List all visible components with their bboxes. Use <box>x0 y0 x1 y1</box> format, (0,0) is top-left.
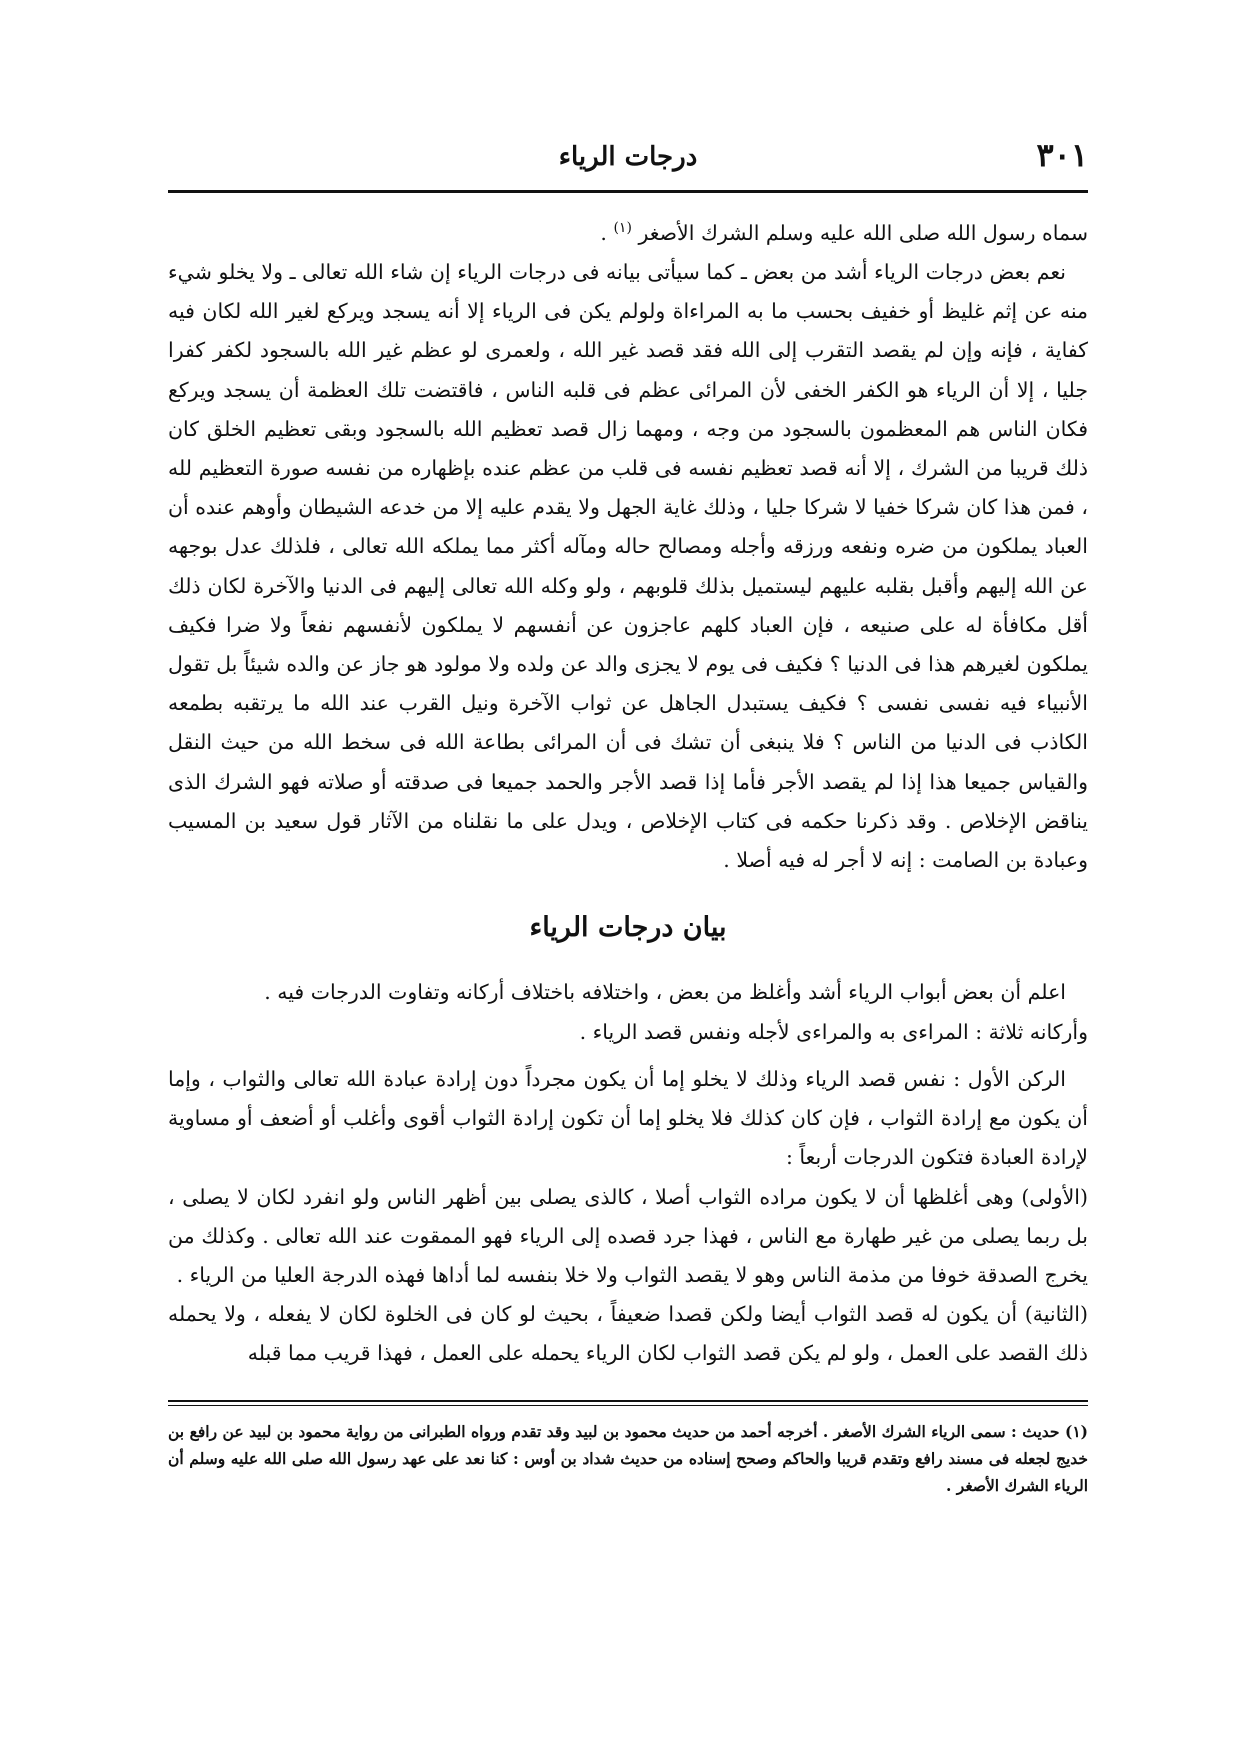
paragraph-3: اعلم أن بعض أبواب الرياء أشد وأغلظ من بعض ، واختلافه باختلاف أركانه وتفاوت الدرجات فيه . <box>264 980 1066 1005</box>
book-page <box>168 134 1088 1499</box>
paragraph-1 <box>168 209 1088 253</box>
footnote: (١) حديث : سمى الرياء الشرك الأصغر . أخرجه أحمد من حديث محمود بن لبيد وقد تقدم ورواه الطبرانى من رواية محمود بن لبيد عن رافع بن خديج لجعله فى مسند رافع وتقدم قريبا والحاكم وصحح إسناده من حديث شداد بن أوس : كنا نعد على عهد رسول الله صلى الله عليه وسلم أن الرياء الشرك الأصغر . <box>168 1421 1088 1495</box>
section-heading: بيان درجات الرياء <box>529 912 727 944</box>
paragraph-4: وأركانه ثلاثة : المراءى به والمراءى لأجله ونفس قصد الرياء . <box>579 1019 1088 1044</box>
footnote-rule <box>168 1400 1088 1406</box>
paragraph-1-end: . <box>600 220 607 245</box>
main-text <box>168 209 1088 1374</box>
page-number: ٣٠١ <box>1036 136 1088 174</box>
page-header <box>168 134 1088 190</box>
paragraph-7: (الثانية) أن يكون له قصد الثواب أيضا ولكن قصدا ضعيفاً ، بحيث لو كان فى الخلوة لكان لا يفعله ، ولا يحمله ذلك القصد على العمل ، ولو لم يكن قصد الثواب لكان الرياء يحمله على العمل ، فهذا قريب مما قبله <box>168 1302 1088 1366</box>
spacer <box>168 1052 1088 1060</box>
paragraph-5: الركن الأول : نفس قصد الرياء وذلك لا يخلو إما أن يكون مجرداً دون إرادة عبادة الله تعالى والثواب ، وإما أن يكون مع إرادة الثواب ، فإن كان كذلك فلا يخلو إما أن تكون إرادة الثواب أقوى وأغلب أو أضعف أو مساوية لإرادة العبادة فتكون الدرجات أربعاً : <box>168 1066 1088 1170</box>
paragraph-6: (الأولى) وهى أغلظها أن لا يكون مراده الثواب أصلا ، كالذى يصلى بين أظهر الناس ولو انفرد لكان لا يصلى ، بل ربما يصلى من غير طهارة مع الناس ، فهذا جرد قصده إلى الرياء فهو الممقوت عند الله تعالى . وكذلك من يخرج الصدقة خوفا من مذمة الناس وهو لا يقصد الثواب ولا خلا بنفسه لما أداها فهذه الدرجة العليا من الرياء . <box>168 1184 1088 1287</box>
running-title: درجات الرياء <box>558 142 698 172</box>
header-rule <box>168 190 1088 193</box>
footnote-marker: (١) <box>613 220 632 236</box>
paragraph-2: نعم بعض درجات الرياء أشد من بعض ـ كما سيأتى بيانه فى درجات الرياء إن شاء الله تعالى ـ ولا يخلو شيء منه عن إثم غليظ أو خفيف بحسب ما به المراءاة ولولم يكن فى الرياء إلا أنه يسجد ويركع لغير الله لكان فيه كفاية ، فإنه وإن لم يقصد التقرب إلى الله فقد قصد غير الله ، ولعمرى لو عظم غير الله بالسجود لكفر كفرا جليا ، إلا أن الرياء هو الكفر الخفى لأن المرائى عظم فى قلبه الناس ، فاقتضت تلك العظمة أن يسجد ويركع فكان الناس هم المعظمون بالسجود من وجه ، ومهما زال قصد تعظيم الله بالسجود وبقى تعظيم الخلق كان ذلك قريبا من الشرك ، إلا أنه قصد تعظيم نفسه فى قلب من عظم عنده بإظهاره من نفسه صورة التعظيم لله ، فمن هذا كان شركا خفيا لا شركا جليا ، وذلك غاية الجهل ولا يقدم عليه إلا من خدعه الشيطان وأوهم عنده أن العباد يملكون من ضره ونفعه ورزقه وأجله ومصالح حاله ومآله أكثر مما يملكه الله تعالى ، فلذلك عدل بوجهه عن الله إليهم وأقبل بقلبه عليهم ليستميل بذلك قلوبهم ، ولو وكله الله تعالى إليهم فى الدنيا والآخرة لكان ذلك أقل مكافأة له على صنيعه ، فإن العباد كلهم عاجزون عن أنفسهم لا يملكون لأنفسهم نفعاً ولا ضرا فكيف يملكون لغيرهم هذا فى الدنيا ؟ فكيف فى يوم لا يجزى والد عن ولده ولا مولود هو جاز عن والده شيئاً بل تقول الأنبياء فيه نفسى نفسى ؟ فكيف يستبدل الجاهل عن ثواب الآخرة ونيل القرب عند الله ما يرتقبه بطمعه الكاذب فى الدنيا من الناس ؟ فلا ينبغى أن تشك فى أن المرائى بطاعة الله فى سخط الله من حيث النقل والقياس جميعا هذا إذا لم يقصد الأجر فأما إذا قصد الأجر والحمد جميعا فى صدقته أو صلاته فهو الشرك الذى يناقض الإخلاص . وقد ذكرنا حكمه فى كتاب الإخلاص ، ويدل على ما نقلناه من الآثار قول سعيد بن المسيب وعبادة بن الصامت : إنه لا أجر له فيه أصلا . <box>168 260 1088 873</box>
paragraph-1-text: سماه رسول الله صلى الله عليه وسلم الشرك الأصغر <box>638 220 1088 245</box>
